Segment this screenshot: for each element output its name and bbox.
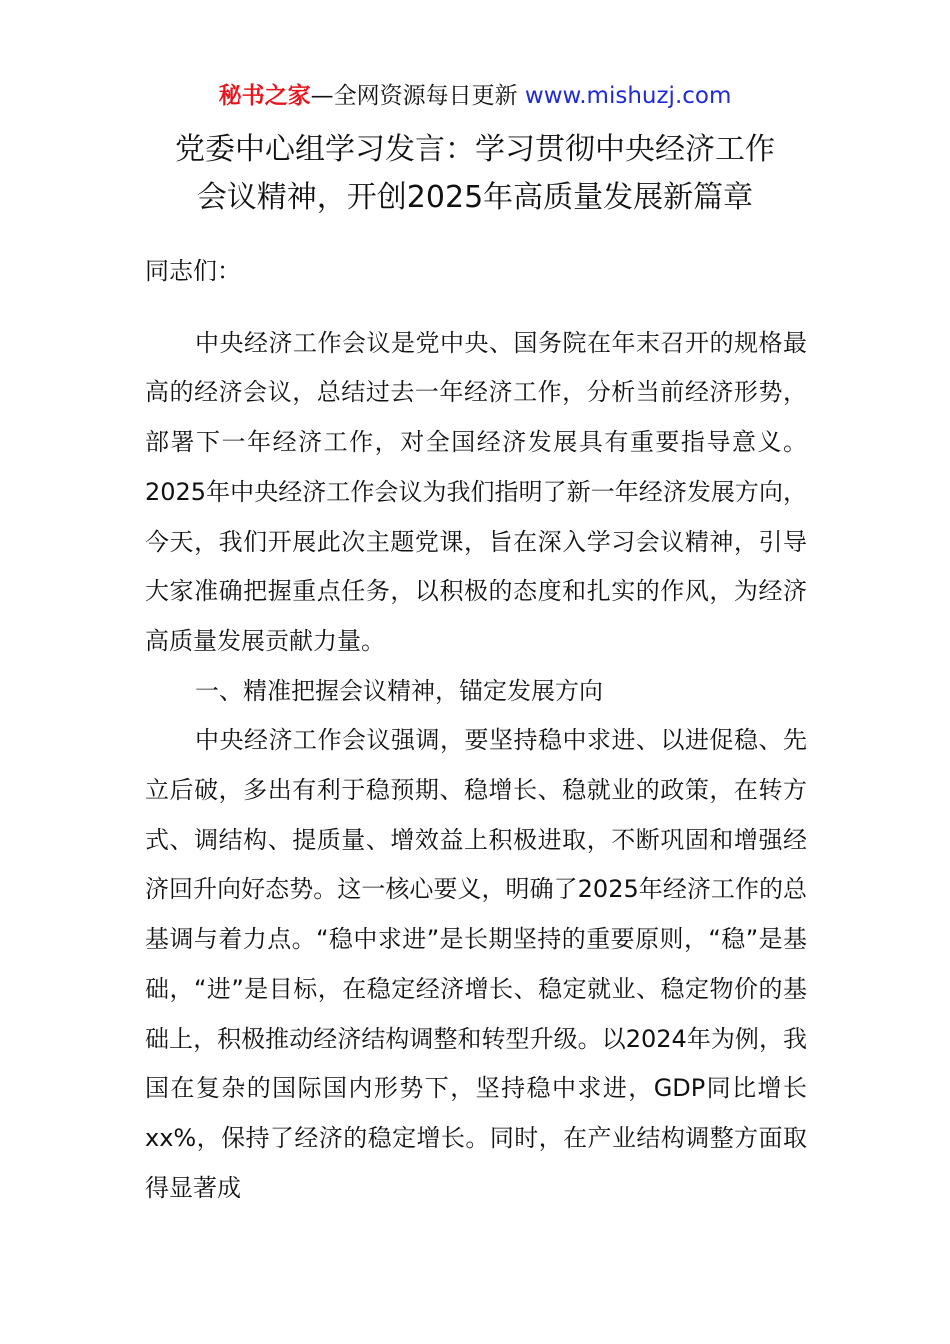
site-header: [0, 80, 950, 112]
site-tagline: —全网资源每日更新: [310, 83, 525, 109]
section-heading-1: 一、精准把握会议精神，锚定发展方向: [195, 676, 603, 705]
site-name: 秘书之家: [218, 83, 311, 109]
salutation: 同志们：: [145, 257, 241, 285]
body-paragraph-intro: 中央经济工作会议是党中央、国务院在年末召开的规格最高的经济会议，总结过去一年经济工作，分析当前经济形势，部署下一年经济工作，对全国经济发展具有重要指导意义。2025年中央经济工作会议为我们指明了新一年经济发展方向，今天，我们开展此次主题党课，旨在深入学习会议精神，引导大家准确把握重点任务，以积极的态度和扎实的作风，为经济高质量发展贡献力量。: [145, 328, 807, 655]
title-line-1: 党委中心组学习发言：学习贯彻中央经济工作: [175, 132, 775, 167]
body-paragraph-section-1: 中央经济工作会议强调，要坚持稳中求进、以进促稳、先立后破，多出有利于稳预期、稳增长、稳就业的政策，在转方式、调结构、提质量、增效益上积极进取，不断巩固和增强经济回升向好态势。这一核心要义，明确了2025年经济工作的总基调与着力点。“稳中求进”是长期坚持的重要原则，“稳”是基础，“进”是目标，在稳定经济增长、稳定就业、稳定物价的基础上，积极推动经济结构调整和转型升级。以2024年为例，我国在复杂的国际国内形势下，坚持稳中求进，GDP同比增长xx%，保持了经济的稳定增长。同时，在产业结构调整方面取得显著成: [145, 726, 807, 1202]
document-title: [0, 126, 950, 222]
document-body: [145, 247, 807, 1213]
site-url-link[interactable]: www.mishuzj.com: [524, 83, 732, 109]
title-line-2: 会议精神，开创2025年高质量发展新篇章: [196, 180, 754, 215]
